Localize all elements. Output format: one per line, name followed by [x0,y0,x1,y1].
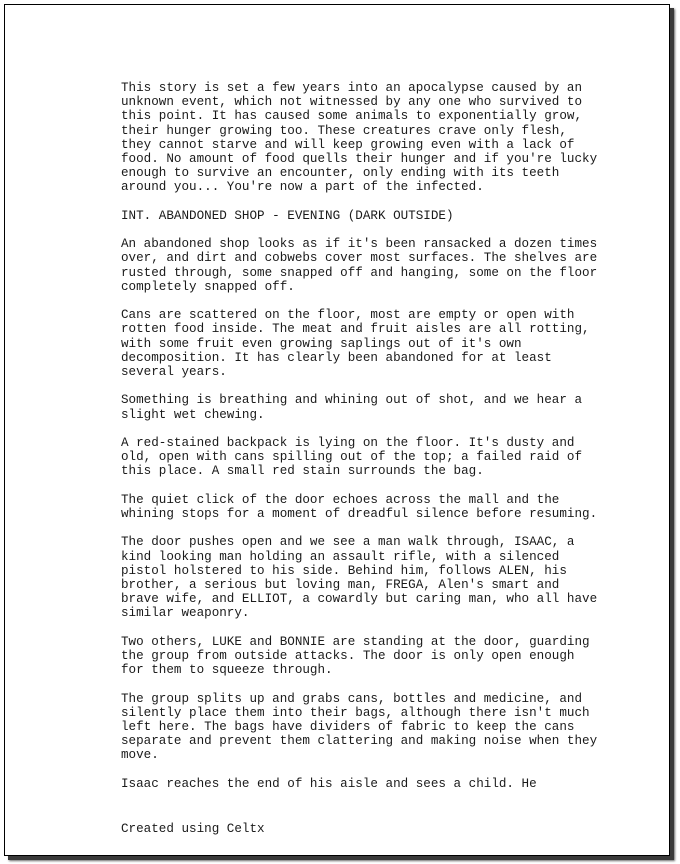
action-paragraph: Cans are scattered on the floor, most are empty or open with rotten food inside. The meat and fruit aisles are all rotting, with some fruit even growing saplings out of it's own decomposition. It has clearly been abandoned for at least several years. [121,308,590,380]
action-paragraph: Isaac reaches the end of his aisle and sees a child. He [121,776,537,791]
intro-paragraph: This story is set a few years into an apocalypse caused by an unknown event, which not witnessed by any one who survived to this point. It has caused some animals to exponentially grow, their hunger growing too. These creatures crave only flesh, they cannot starve and will keep growing even with a lack of food. No amount of food quells their hunger and if you're lucky enough to survive an encounter, only ending with its teeth around you... You're now a part of the infected. [121,81,598,195]
action-paragraph: A red-stained backpack is lying on the floor. It's dusty and old, open with cans spilling out of the top; a failed raid of this place. A small red stain surrounds the bag. [121,436,583,479]
action-paragraph: The quiet click of the door echoes across the mall and the whining stops for a moment of dreadful silence before resuming. [121,492,598,521]
action-paragraph: Something is breathing and whining out of shot, and we hear a slight wet chewing. [121,393,583,422]
script-body [121,81,601,805]
action-paragraph: Two others, LUKE and BONNIE are standing at the door, guarding the group from outside attacks. The door is only open enough for them to squeeze through. [121,634,590,678]
action-paragraph: The door pushes open and we see a man walk through, ISAAC, a kind looking man holding an assault rifle, with a silenced pistol holstered to his side. Behind him, follows ALEN, his brother, a serious but loving man, FREGA, Alen's smart and brave wife, and ELLIOT, a cowardly but caring man, who all have similar weaponry. [121,535,598,621]
page-footer: Created using Celtx [121,822,265,836]
scene-heading: INT. ABANDONED SHOP - EVENING (DARK OUTSIDE) [121,208,454,223]
action-paragraph: An abandoned shop looks as if it's been ransacked a dozen times over, and dirt and cobwebs cover most surfaces. The shelves are rusted through, some snapped off and hanging, some on the floor completely snapped off. [121,237,598,294]
action-paragraph: The group splits up and grabs cans, bottles and medicine, and silently place them into their bags, although there isn't much left here. The bags have dividers of fabric to keep the cans separate and prevent them clattering and making noise when they move. [121,691,598,763]
